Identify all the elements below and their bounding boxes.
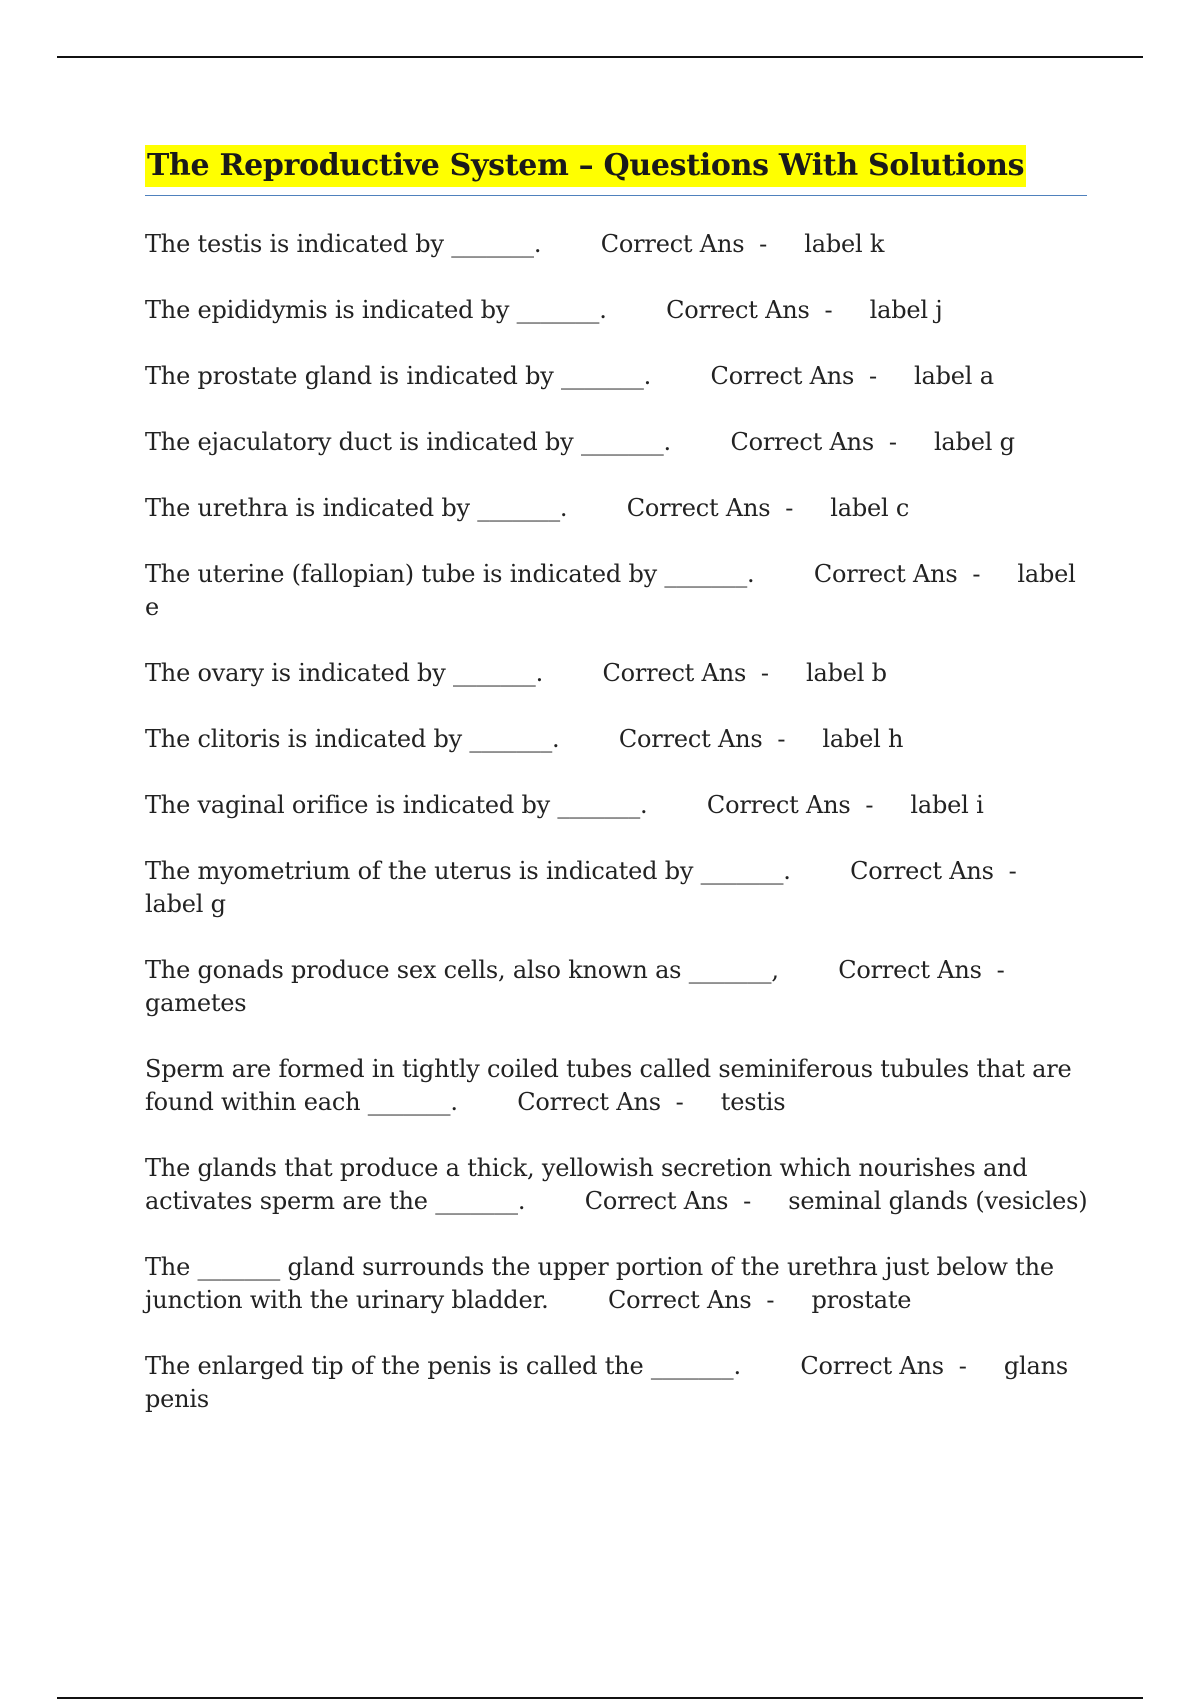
answer-label: Correct Ans - — [706, 791, 874, 819]
answer-text: label h — [822, 725, 904, 753]
question-text: The enlarged tip of the penis is called the _______. — [145, 1352, 741, 1380]
answer-text: testis — [720, 1088, 786, 1116]
page-title: The Reproductive System – Questions With Solutions — [145, 145, 1026, 187]
answer-label: Correct Ans - — [666, 296, 833, 324]
question-text: The glands that produce a thick, yellowish secretion which nourishes and activates sperm are the _______. — [145, 1154, 1035, 1215]
answer-label: Correct Ans - — [517, 1088, 684, 1116]
question-text: The ejaculatory duct is indicated by _______. — [145, 428, 671, 456]
page-top-rule — [57, 56, 1143, 58]
qa-item — [145, 558, 1090, 624]
answer-text: gametes — [145, 989, 247, 1017]
question-text: The testis is indicated by _______. — [145, 230, 542, 258]
question-text: Sperm are formed in tightly coiled tubes called seminiferous tubules that are found within each _______. — [145, 1055, 1079, 1116]
answer-label: Correct Ans - — [730, 428, 897, 456]
question-text: The _______ gland surrounds the upper portion of the urethra just below the junction with the urinary bladder. — [145, 1253, 1062, 1314]
question-text: The uterine (fallopian) tube is indicated by _______. — [145, 560, 755, 588]
answer-text: label c — [830, 494, 910, 522]
answer-text: glans penis — [145, 1352, 1076, 1413]
qa-item — [145, 492, 1090, 525]
answer-text: label b — [806, 659, 887, 687]
question-text: The vaginal orifice is indicated by _______. — [145, 791, 648, 819]
answer-label: Correct Ans - — [838, 956, 1005, 984]
qa-item — [145, 1350, 1090, 1416]
qa-item — [145, 723, 1090, 756]
qa-item — [145, 789, 1090, 822]
answer-label: Correct Ans - — [584, 1187, 752, 1215]
answer-label: Correct Ans - — [618, 725, 786, 753]
answer-text: label e — [145, 560, 1084, 621]
answer-label: Correct Ans - — [850, 857, 1017, 885]
qa-item — [145, 657, 1090, 690]
answer-label: Correct Ans - — [602, 659, 769, 687]
title-block — [145, 145, 1087, 196]
question-text: The urethra is indicated by _______. — [145, 494, 568, 522]
qa-item — [145, 855, 1090, 921]
qa-item — [145, 1053, 1090, 1119]
answer-label: Correct Ans - — [626, 494, 794, 522]
question-text: The prostate gland is indicated by _______. — [145, 362, 652, 390]
qa-item — [145, 426, 1090, 459]
question-text: The myometrium of the uterus is indicated by _______. — [145, 857, 791, 885]
question-text: The clitoris is indicated by _______. — [145, 725, 560, 753]
answer-text: label j — [869, 296, 943, 324]
answer-label: Correct Ans - — [607, 1286, 775, 1314]
question-text: The ovary is indicated by _______. — [145, 659, 544, 687]
page-bottom-rule — [57, 1697, 1143, 1699]
qa-item — [145, 954, 1090, 1020]
answer-label: Correct Ans - — [800, 1352, 967, 1380]
answer-label: Correct Ans - — [600, 230, 768, 258]
qa-item — [145, 294, 1090, 327]
answer-text: label k — [804, 230, 885, 258]
question-text: The epididymis is indicated by _______. — [145, 296, 607, 324]
answer-text: label i — [910, 791, 984, 819]
qa-item — [145, 1251, 1090, 1317]
answer-text: seminal glands (vesicles) — [788, 1187, 1088, 1215]
answer-label: Correct Ans - — [813, 560, 981, 588]
answer-text: label a — [914, 362, 994, 390]
qa-item — [145, 228, 1090, 261]
question-text: The gonads produce sex cells, also known as _______, — [145, 956, 779, 984]
qa-item — [145, 1152, 1090, 1218]
answer-label: Correct Ans - — [710, 362, 877, 390]
qa-item — [145, 360, 1090, 393]
answer-text: prostate — [811, 1286, 912, 1314]
answer-text: label g — [145, 890, 226, 918]
answer-text: label g — [933, 428, 1015, 456]
qa-list — [145, 228, 1090, 1449]
